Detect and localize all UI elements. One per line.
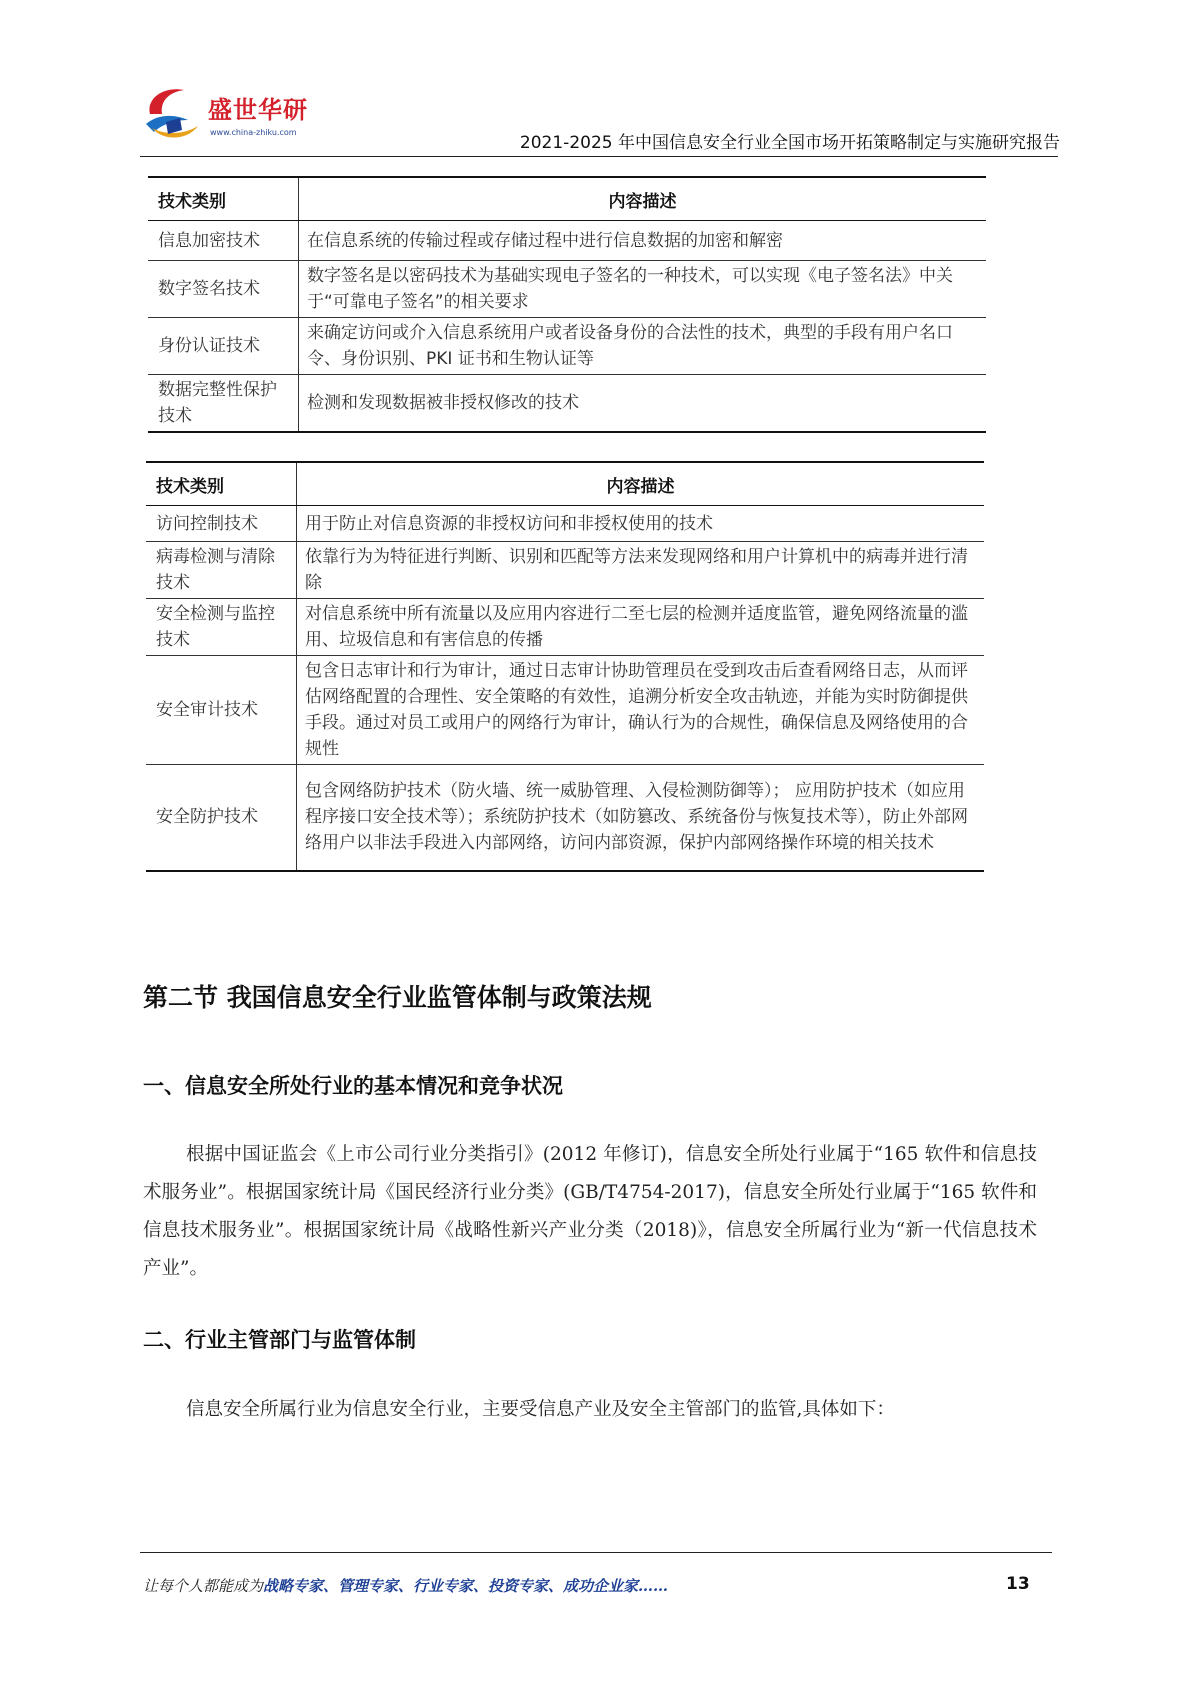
table-header-row xyxy=(148,177,986,221)
table-row xyxy=(148,375,986,433)
table-row xyxy=(148,261,986,318)
footer-slogan-prefix: 让每个人都能成为 xyxy=(143,1577,264,1595)
table-row xyxy=(146,506,984,542)
cell-category: 信息加密技术 xyxy=(148,221,299,261)
table-row xyxy=(146,656,984,765)
cell-category: 安全防护技术 xyxy=(146,765,297,871)
tech-table-2 xyxy=(146,461,984,872)
cell-description: 用于防止对信息资源的非授权访问和非授权使用的技术 xyxy=(297,506,985,542)
col-header-description: 内容描述 xyxy=(297,462,985,506)
table-row xyxy=(146,599,984,656)
footer-divider xyxy=(140,1552,1052,1553)
table-header-row xyxy=(146,462,984,506)
cell-category: 数字签名技术 xyxy=(148,261,299,318)
body-paragraph-1: 根据中国证监会《上市公司行业分类指引》(2012 年修订)，信息安全所处行业属于“165 软件和信息技术服务业”。根据国家统计局《国民经济行业分类》(GB/T4754-2017)，信息安全所处行业属于“165 软件和信息技术服务业”。根据国家统计局《战略性新兴产业分类（2018)》，信息安全所属行业为“新一代信息技术产业”。 xyxy=(143,1144,1037,1279)
cell-category: 安全检测与监控技术 xyxy=(146,599,297,656)
body-paragraph-2: 信息安全所属行业为信息安全行业，主要受信息产业及安全主管部门的监管,具体如下： xyxy=(186,1399,895,1420)
cell-category: 访问控制技术 xyxy=(146,506,297,542)
cell-category: 身份认证技术 xyxy=(148,318,299,375)
page-header xyxy=(140,82,1060,152)
cell-description: 包含网络防护技术（防火墙、统一威胁管理、入侵检测防御等）； 应用防护技术（如应用程序接口安全技术等）；系统防护技术（如防篡改、系统备份与恢复技术等），防止外部网络用户以非法手段进入内部网络，访问内部资源，保护内部网络操作环境的相关技术 xyxy=(297,765,985,871)
cell-description: 在信息系统的传输过程或存储过程中进行信息数据的加密和解密 xyxy=(299,221,987,261)
table-row xyxy=(146,542,984,599)
table-row xyxy=(148,221,986,261)
cell-description: 对信息系统中所有流量以及应用内容进行二至七层的检测并适度监管，避免网络流量的滥用、垃圾信息和有害信息的传播 xyxy=(297,599,985,656)
logo-icon xyxy=(140,84,210,146)
footer-slogan-highlight: 战略专家、管理专家、行业专家、投资专家、成功企业家…… xyxy=(263,1577,669,1595)
logo-brand-text: 盛世华研 xyxy=(208,95,308,124)
footer-slogan xyxy=(143,1575,668,1596)
report-title: 2021-2025 年中国信息安全行业全国市场开拓策略制定与实施研究报告 xyxy=(519,133,1060,153)
cell-category: 安全审计技术 xyxy=(146,656,297,765)
cell-category: 数据完整性保护技术 xyxy=(148,375,299,433)
col-header-description: 内容描述 xyxy=(299,177,987,221)
col-header-category: 技术类别 xyxy=(146,462,297,506)
col-header-category: 技术类别 xyxy=(148,177,299,221)
page-number: 13 xyxy=(1006,1574,1030,1594)
tech-table-1 xyxy=(148,176,986,433)
subsection-title-2: 二、行业主管部门与监管体制 xyxy=(143,1328,416,1352)
cell-category: 病毒检测与清除技术 xyxy=(146,542,297,599)
cell-description: 检测和发现数据被非授权修改的技术 xyxy=(299,375,987,433)
table-row xyxy=(146,765,984,871)
logo-url-text: www.china-zhiku.com xyxy=(210,128,297,137)
company-logo xyxy=(140,84,340,144)
header-divider xyxy=(140,156,1058,157)
subsection-title-1: 一、信息安全所处行业的基本情况和竞争状况 xyxy=(143,1074,563,1098)
cell-description: 来确定访问或介入信息系统用户或者设备身份的合法性的技术，典型的手段有用户名口令、身份识别、PKI 证书和生物认证等 xyxy=(299,318,987,375)
cell-description: 包含日志审计和行为审计，通过日志审计协助管理员在受到攻击后查看网络日志，从而评估网络配置的合理性、安全策略的有效性，追溯分析安全攻击轨迹，并能为实时防御提供手段。通过对员工或用户的网络行为审计，确认行为的合规性，确保信息及网络使用的合规性 xyxy=(297,656,985,765)
cell-description: 数字签名是以密码技术为基础实现电子签名的一种技术，可以实现《电子签名法》中关于“可靠电子签名”的相关要求 xyxy=(299,261,987,318)
section-title: 第二节 我国信息安全行业监管体制与政策法规 xyxy=(143,983,652,1012)
cell-description: 依靠行为为特征进行判断、识别和匹配等方法来发现网络和用户计算机中的病毒并进行清除 xyxy=(297,542,985,599)
table-row xyxy=(148,318,986,375)
